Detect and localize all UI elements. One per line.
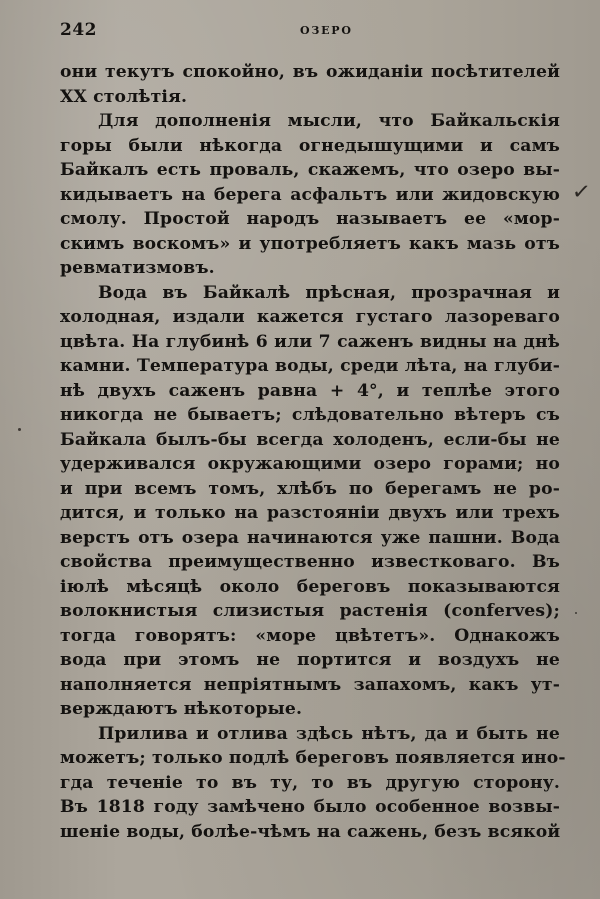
paragraph	[60, 60, 560, 109]
text-line: верждаютъ нѣкоторые.	[60, 699, 303, 719]
margin-checkmark: ✓	[570, 179, 592, 206]
running-title: ОЗЕРО	[300, 24, 353, 37]
text-line: холодная, издали кажется густаго лазореваго	[60, 307, 560, 327]
text-line: свойства преимущественно известковаго. Въ	[60, 552, 560, 572]
text-line: шеніе воды, болѣе-чѣмъ на сажень, безъ всякой	[60, 821, 561, 842]
text-line: вода при этомъ не портится и воздухъ не	[60, 650, 560, 670]
paragraph	[60, 281, 560, 722]
text-line: Въ 1818 году замѣчено было особенное возвы-	[60, 797, 560, 817]
page-header	[60, 20, 560, 42]
text-line: цвѣта. На глубинѣ 6 или 7 саженъ видны на днѣ	[60, 331, 560, 352]
text-line: камни. Температура воды, среди лѣта, на глуби-	[60, 356, 560, 376]
text-line: XX столѣтія.	[60, 86, 188, 107]
page-number: 242	[60, 20, 97, 40]
text-line: можетъ; только подлѣ береговъ появляется ино-	[60, 748, 566, 768]
body-text	[60, 60, 566, 844]
text-line: никогда не бываетъ; слѣдовательно вѣтеръ съ	[60, 405, 560, 425]
text-line: тогда говорятъ: «море цвѣтетъ». Однакожъ	[60, 625, 560, 646]
text-line: скимъ воскомъ» и употребляетъ какъ мазь отъ	[60, 233, 560, 254]
text-line: іюлѣ мѣсяцѣ около береговъ показываются	[60, 576, 560, 597]
text-line: Байкалъ есть проваль, скажемъ, что озеро вы-	[60, 160, 560, 180]
text-line: наполняется непріятнымъ запахомъ, какъ ут-	[60, 674, 560, 695]
text-line: Для дополненія мысли, что Байкальскія	[98, 111, 560, 131]
paragraph	[60, 722, 566, 845]
text-line: Прилива и отлива здѣсь нѣтъ, да и быть не	[98, 723, 560, 744]
text-line: нѣ двухъ саженъ равна + 4°, и теплѣе этого	[60, 380, 560, 401]
text-line: и при всемъ томъ, хлѣбъ по берегамъ не ро-	[60, 478, 560, 499]
text-line: смолу. Простой народъ называетъ ее «мор-	[60, 209, 560, 229]
text-line: они текутъ спокойно, въ ожиданіи посѣтителей	[60, 62, 560, 82]
paper-speck	[18, 428, 21, 431]
text-line: Байкала былъ-бы всегда холоденъ, если-бы не	[60, 429, 560, 450]
text-line: волокнистыя слизистыя растенія (conferves);	[60, 601, 560, 621]
text-line: ревматизмовъ.	[60, 258, 215, 278]
text-line: Вода въ Байкалѣ прѣсная, прозрачная и	[98, 282, 560, 303]
text-line: дится, и только на разстояніи двухъ или трехъ	[60, 503, 560, 523]
text-line: горы были нѣкогда огнедышущими и самъ	[60, 135, 560, 156]
text-line: гда теченіе то въ ту, то въ другую сторону.	[60, 772, 560, 793]
text-line: верстъ отъ озера начинаются уже пашни. Вода	[60, 527, 560, 548]
text-line: удерживался окружающими озеро горами; но	[60, 454, 560, 474]
paragraph	[60, 109, 560, 281]
paper-speck	[575, 612, 577, 614]
text-line: кидываетъ на берега асфальтъ или жидовскую	[60, 184, 560, 205]
